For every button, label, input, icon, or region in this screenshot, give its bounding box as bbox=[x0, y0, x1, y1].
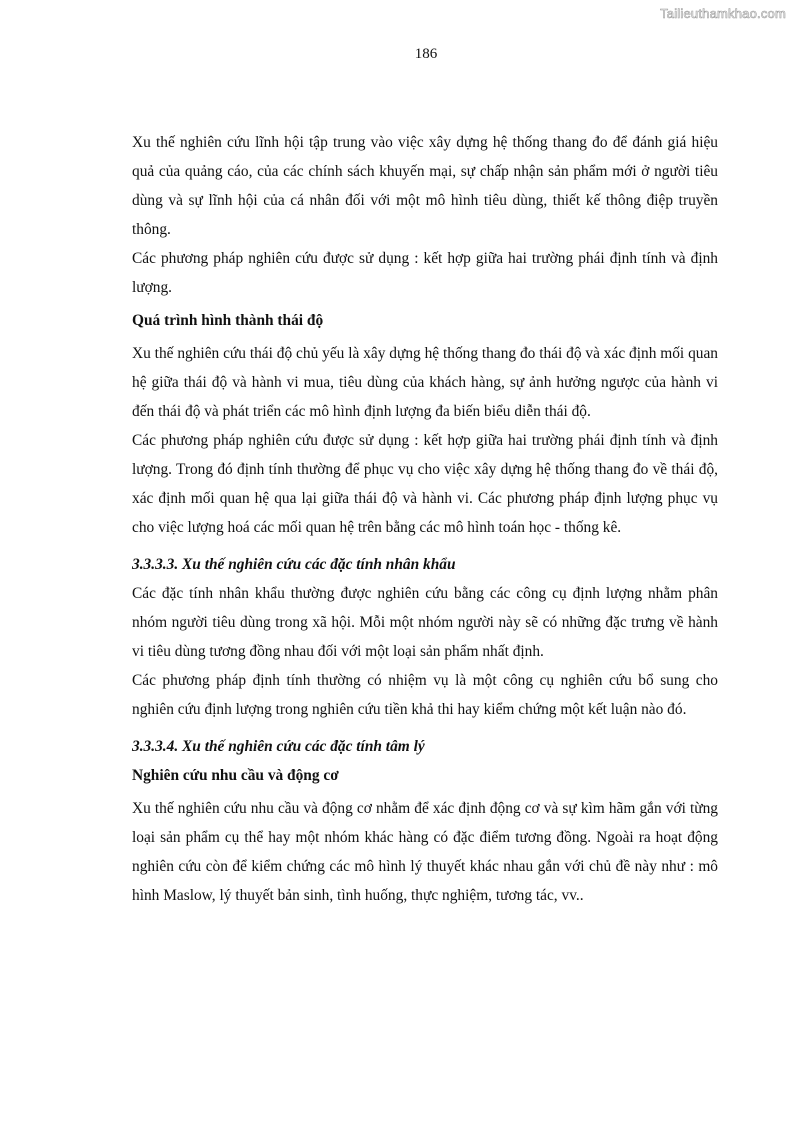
page-number: 186 bbox=[414, 46, 438, 62]
paragraph-lanh-hoi-methods: Các phương pháp nghiên cứu được sử dụng : kết hợp giữa hai trường phái định tính và định lượng. bbox=[132, 250, 718, 296]
document-body bbox=[132, 128, 718, 910]
paragraph-lanh-hoi-trend: Xu thế nghiên cứu lĩnh hội tập trung vào việc xây dựng hệ thống thang đo để đánh giá hiệu quả của quảng cáo, của các chính sách khuyến mại, sự chấp nhận sản phẩm mới ở người tiêu dùng và sự lĩnh hội của cá nhân đối với một mô hình tiêu dùng, thiết kế thông điệp truyền thông. bbox=[132, 134, 718, 238]
heading-attitude-formation: Quá trình hình thành thái độ bbox=[132, 312, 324, 329]
paragraph-attitude-trend: Xu thế nghiên cứu thái độ chủ yếu là xây dựng hệ thống thang đo thái độ và xác định mối quan hệ giữa thái độ và hành vi mua, tiêu dùng của khách hàng, sự ảnh hưởng ngược của hành vi đến thái độ và phát triển các mô hình định lượng đa biến biểu diễn thái độ. bbox=[132, 345, 718, 420]
heading-section-3-3-3-4: 3.3.3.4. Xu thế nghiên cứu các đặc tính tâm lý bbox=[132, 738, 425, 755]
paragraph-needs-motivation-trend: Xu thế nghiên cứu nhu cầu và động cơ nhằm để xác định động cơ và sự kìm hãm gắn với từng loại sản phẩm cụ thể hay một nhóm khác hàng có đặc điểm tương đồng. Ngoài ra hoạt động nghiên cứu còn để kiểm chứng các mô hình lý thuyết khác nhau gắn với chủ đề này như : mô hình Maslow, lý thuyết bản sinh, tình huống, thực nghiệm, tương tác, vv.. bbox=[132, 800, 718, 904]
heading-needs-motivation: Nghiên cứu nhu cầu và động cơ bbox=[132, 767, 339, 784]
watermark-text: Tailieuthamkhao.com bbox=[660, 6, 786, 21]
paragraph-demographic-methods: Các phương pháp định tính thường có nhiệm vụ là một công cụ nghiên cứu bổ sung cho nghiên cứu định lượng trong nghiên cứu tiền khả thi hay kiểm chứng một kết luận nào đó. bbox=[132, 672, 718, 718]
paragraph-demographic-trend: Các đặc tính nhân khẩu thường được nghiên cứu bằng các công cụ định lượng nhằm phân nhóm người tiêu dùng trong xã hội. Mỗi một nhóm người này sẽ có những đặc trưng về hành vi tiêu dùng tương đồng nhau đối với một loại sản phẩm nhất định. bbox=[132, 585, 718, 660]
paragraph-attitude-methods: Các phương pháp nghiên cứu được sử dụng : kết hợp giữa hai trường phái định tính và định lượng. Trong đó định tính thường để phục vụ cho việc xây dựng hệ thống thang đo về thái độ, xác định mối quan hệ qua lại giữa thái độ và hành vi. Các phương pháp định lượng phục vụ cho việc lượng hoá các mối quan hệ trên bằng các mô hình toán học - thống kê. bbox=[132, 432, 718, 536]
heading-section-3-3-3-3: 3.3.3.3. Xu thế nghiên cứu các đặc tính nhân khẩu bbox=[132, 556, 456, 573]
